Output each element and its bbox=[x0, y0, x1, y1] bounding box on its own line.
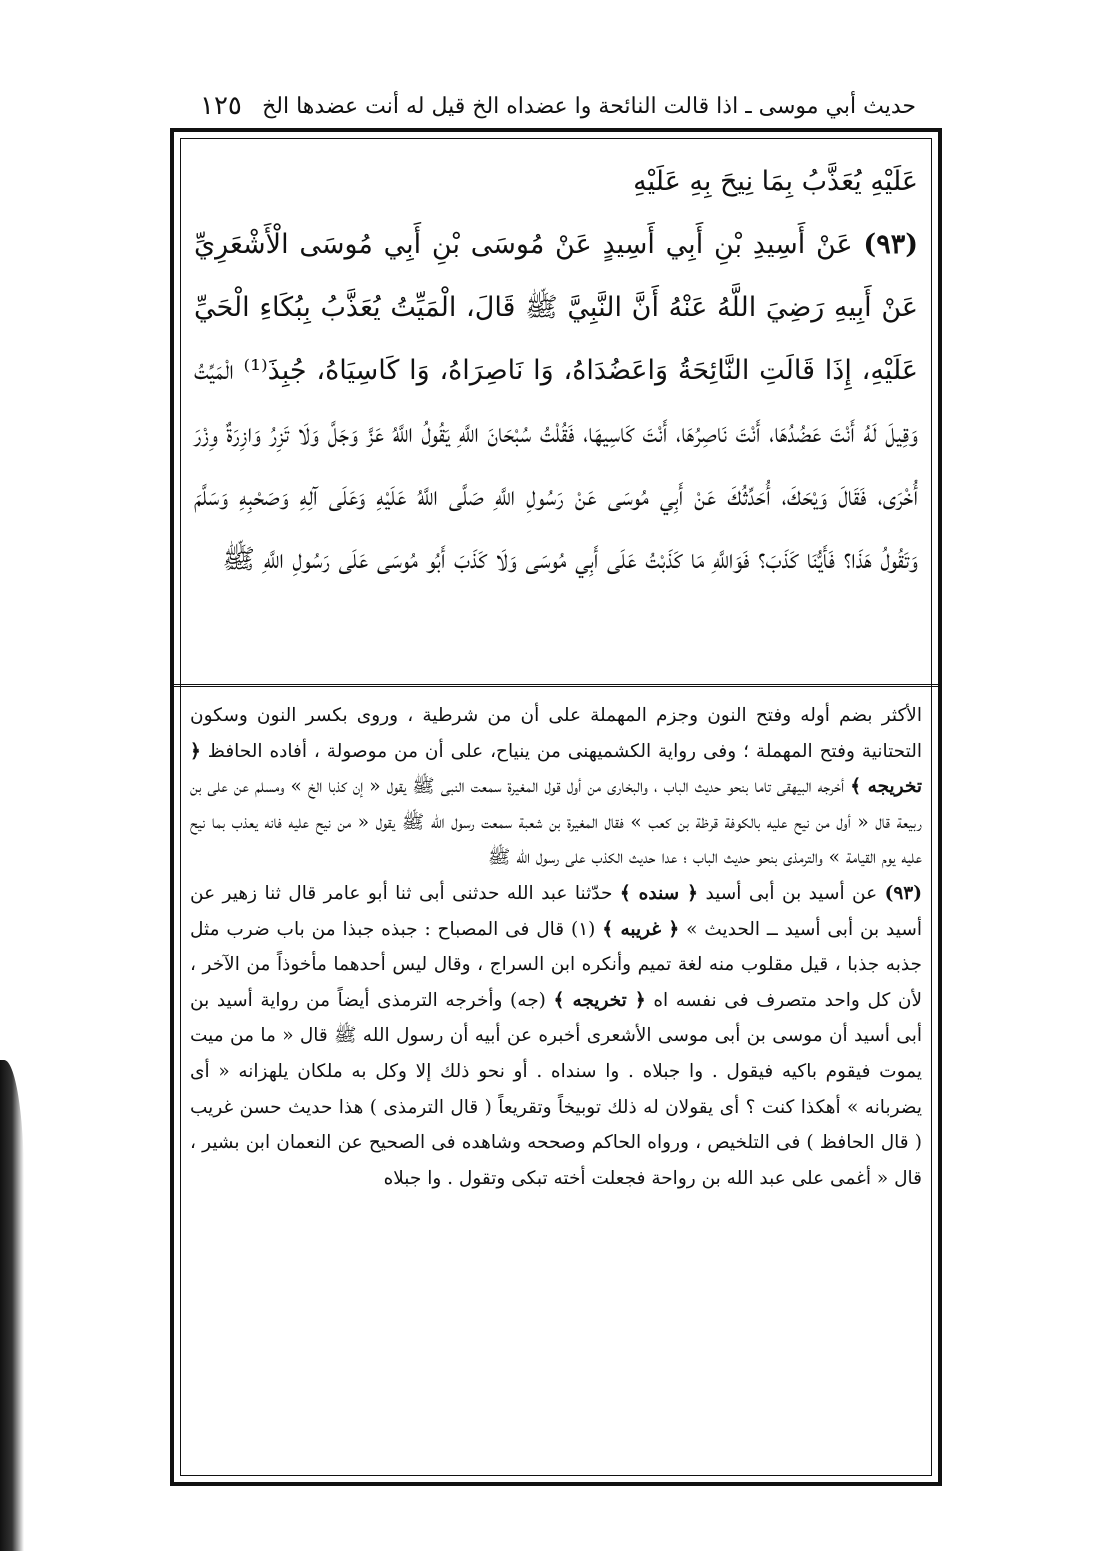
section-divider bbox=[174, 684, 938, 687]
takhrij-heading: ﴿ تخريجه ﴾ bbox=[190, 740, 922, 798]
page-number: ١٢٥ bbox=[200, 91, 242, 121]
commentary-text: عن أسيد بن أبى أسيد bbox=[705, 882, 878, 904]
takhrij-heading: ﴿ تخريجه ﴾ bbox=[553, 989, 646, 1011]
text-frame bbox=[170, 128, 942, 1486]
hadith-number: (٩٣) bbox=[863, 229, 918, 260]
running-title: حديث أبي موسى ـ اذا قالت النائحة وا عضداه الخ قيل له أنت عضدها الخ bbox=[262, 93, 916, 119]
page-header bbox=[200, 86, 916, 126]
gharib-heading: ﴿ غريبه ﴾ bbox=[602, 918, 680, 940]
hadith-body: عَنْ أَسِيدِ بْنِ أَبِي أَسِيدٍ عَنْ مُوسَى بْنِ أَبِي مُوسَى الْأَشْعَرِيِّ عَنْ أَبِيهِ رَضِيَ اللَّهُ عَنْهُ أَنَّ النَّبِيَّ ﷺ قَالَ، الْمَيِّتُ يُعَذَّبُ بِبُكَاءِ الْحَيِّ عَلَيْهِ، إِذَا قَالَتِ النَّائِحَةُ وَاعَضُدَاهُ، وَا نَاصِرَاهُ، وَا كَاسِيَاهُ، جُبِذَ⁽¹⁾ الْمَيِّتُ وَقِيلَ لَهُ أَنْتَ عَضُدُهَا، أَنْتَ نَاصِرُهَا، أَنْتَ كَاسِيهَا، فَقُلْتُ سُبْحَانَ اللَّهِ يَقُولُ اللَّهُ عَزَّ وَجَلَّ وَلَا تَزِرُ وَازِرَةٌ وِزْرَ أُخْرَى، فَقَالَ وَيْحَكَ، أُحَدِّثُكَ عَنْ أَبِي مُوسَى عَنْ رَسُولِ اللَّهِ صَلَّى اللَّهُ عَلَيْهِ وَعَلَى آلِهِ وَصَحْبِهِ وَسَلَّمَ وَتَقُولُ هَذَا؟ فَأَيُّنَا كَذَبَ؟ فَوَاللَّهِ مَا كَذَبْتُ عَلَى أَبِي مُوسَى وَلَا كَذَبَ أَبُو مُوسَى عَلَى رَسُولِ اللَّهِ ﷺ bbox=[194, 229, 919, 575]
scan-edge-shadow bbox=[0, 1060, 24, 1551]
commentary-text: الأكثر بضم أوله وفتح النون وجزم المهملة على أن من شرطية ، وروى بكسر النون وسكون التحتانية وفتح المهملة ؛ وفى رواية الكشميهنى من ينياح، على أن من موصولة ، أفاده الحافظ bbox=[190, 705, 922, 762]
commentary-text: (١) قال فى المصباح : جبذه جبذا من باب ضرب مثل جذبه جذبا ، قيل مقلوب منه لغة تميم وأنكره ابن السراج ، وقال ليس أحدهما مأخوذاً من الآخر ، لأن كل واحد متصرف فى نفسه اه bbox=[190, 918, 922, 1011]
commentary-para-2 bbox=[190, 876, 922, 1196]
main-text-continuation: عَلَيْهِ يُعَذَّبُ بِمَا نِيحَ بِهِ عَلَيْهِ bbox=[633, 166, 918, 197]
commentary-hadith-number: (٩٣) bbox=[884, 882, 922, 904]
commentary bbox=[190, 698, 922, 1468]
main-text bbox=[194, 150, 918, 660]
commentary-text: (جه) وأخرجه الترمذى أيضاً من رواية أسيد بن أبى أسيد أن موسى بن أبى موسى الأشعرى أخبره عن أبيه أن رسول الله ﷺ قال « ما من ميت يموت فيقوم باكيه فيقول . وا جبلاه . وا سنداه . أو نحو ذلك إلا وكل به ملكان يلهزانه « أى يضربانه » أهكذا كنت ؟ أى يقولان له ذلك توبيخاً وتقريعاً ( قال الترمذى ) هذا حديث حسن غريب ( قال الحافظ ) فى التلخيص ، ورواه الحاكم وصححه وشاهده فى الصحيح عن النعمان ابن بشير ، قال « أغمى على عبد الله بن رواحة فجعلت أخته تبكى وتقول . وا جبلاه bbox=[190, 989, 922, 1189]
hadith-93 bbox=[194, 213, 918, 591]
commentary-text: حدّثنا عبد الله حدثنى أبى ثنا أبو عامر قال ثنا زهير عن أسيد بن أبى أسيد ــ الحديث » bbox=[190, 882, 922, 940]
commentary-para-1 bbox=[190, 698, 922, 876]
commentary-text: أخرجه البيهقى تاما بنحو حديث الباب ، والبخارى من أول قول المغيرة سمعت النبى ﷺ يقول « إن كذبا الخ » ومسلم عن على بن ربيعة قال « أول من نيح عليه بالكوفة قرظة بن كعب » فقال المغيرة بن شعبة سمعت رسول الله ﷺ يقول « من نيح عليه فانه يعذب بما نيح عليه يوم القيامة » والترمذى بنحو حديث الباب ؛ عدا حديث الكذب على رسول الله ﷺ bbox=[190, 776, 922, 869]
sanad-heading: ﴿ سنده ﴾ bbox=[619, 882, 699, 904]
